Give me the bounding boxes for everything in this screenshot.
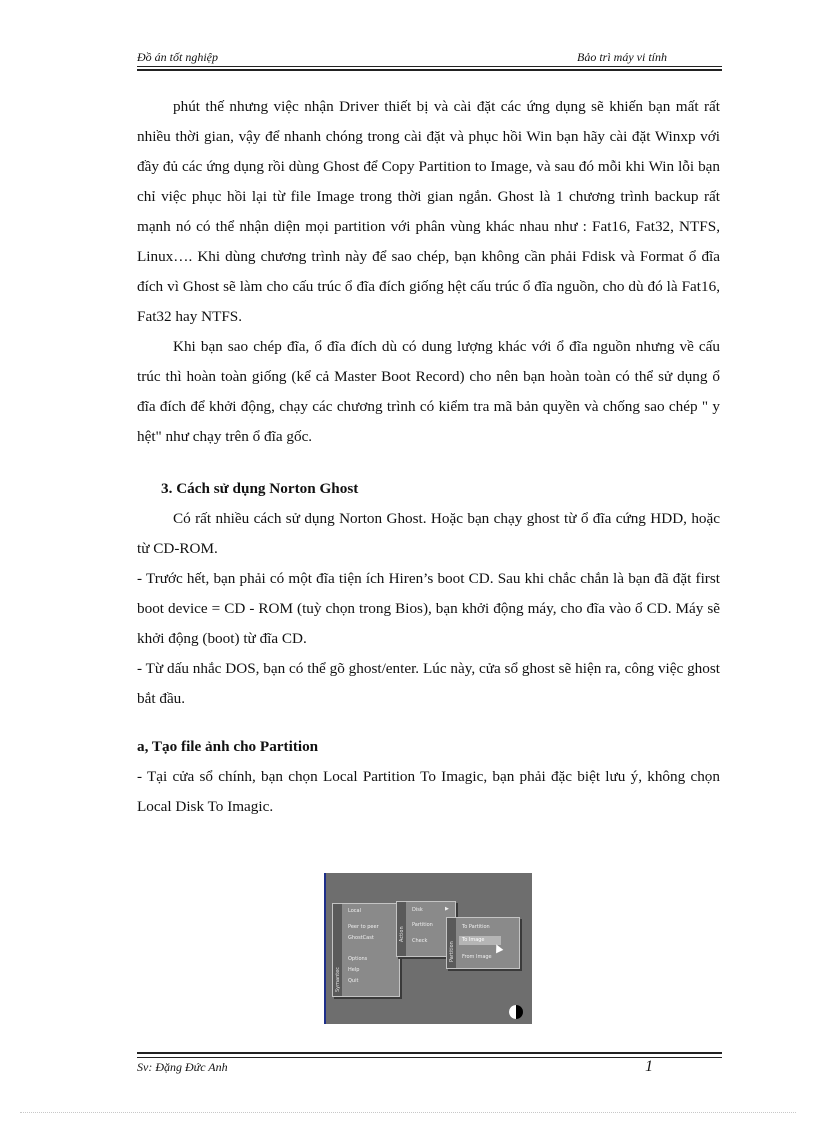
- paragraph-5: - Từ dấu nhắc DOS, bạn có thể gõ ghost/enter. Lúc này, cửa sổ ghost sẽ hiện ra, công việc ghost bắt đầu.: [137, 660, 720, 707]
- ghost-menu-screenshot: [324, 873, 532, 1024]
- paragraph-1: phút thế nhưng việc nhận Driver thiết bị và cài đặt các ứng dụng sẽ khiến bạn mất rất nhiều thời gian, vậy để nhanh chóng trong cài đặt và phục hồi Win bạn hãy cài đặt Winxp với đầy đủ các ứng dụng rồi dùng Ghost để Copy Partition to Image, và sau đó mỗi khi Win lỗi bạn chỉ việc phục hồi lại từ file Image trong thời gian ngắn. Ghost là 1 chương trình backup rất mạnh nó có thể nhận diện mọi partition với phân vùng khác nhau như : Fat16, Fat32, NTFS, Linux…. Khi dùng chương trình này để sao chép, bạn không cần phải Fdisk và Format ổ đĩa đích vì Ghost sẽ làm cho cấu trúc ổ đĩa đích giống hệt cấu trúc ổ đĩa nguồn, cho dù đó là Fat16, Fat32 hay NTFS.: [137, 98, 720, 325]
- menu-item-ghostcast[interactable]: GhostCast: [348, 935, 374, 941]
- page-number: 1: [645, 1058, 653, 1075]
- ghost-partition-submenu: [446, 917, 520, 969]
- ghost-main-menu: [332, 903, 400, 997]
- menu-side-label: Symantec: [335, 966, 341, 992]
- subsection-heading-a: a, Tạo file ảnh cho Partition: [137, 738, 319, 755]
- submenu-side-label: Action: [399, 926, 405, 942]
- menu-item-quit[interactable]: Quit: [348, 978, 359, 984]
- menu-item-peer-to-peer[interactable]: Peer to peer: [348, 924, 379, 930]
- partition-item-from-image[interactable]: From Image: [462, 954, 492, 960]
- header-left: Đồ án tốt nghiệp: [137, 50, 218, 64]
- page-header: [137, 48, 722, 68]
- paragraph-6: - Tại cửa sổ chính, bạn chọn Local Partition To Imagic, bạn phải đặc biệt lưu ý, không chọn Local Disk To Imagic.: [137, 768, 720, 815]
- paragraph-4: - Trước hết, bạn phải có một đĩa tiện ích Hiren’s boot CD. Sau khi chắc chắn là bạn đã đặt first boot device = CD - ROM (tuỳ chọn trong Bios), bạn khởi động máy, cho đĩa vào ổ CD. Máy sẽ khởi động (boot) từ đĩa CD.: [137, 570, 720, 647]
- header-rule-thick: [137, 69, 722, 71]
- header-rule-thin: [137, 66, 722, 67]
- paragraph-2: Khi bạn sao chép đĩa, ổ đĩa đích dù có dung lượng khác với ổ đĩa nguồn nhưng về cấu trúc thì hoàn toàn giống (kể cả Master Boot Record) cho nên bạn hoàn toàn có thể sử dụng ổ đĩa đích để khởi động, chạy các chương trình có kiểm tra mã bản quyền và chống sao chép " y hệt" như chạy trên ổ đĩa gốc.: [137, 338, 720, 445]
- partition-item-to-image[interactable]: To Image: [462, 937, 485, 943]
- partition-side-label: Partition: [449, 941, 455, 962]
- footer-rule-thin: [137, 1057, 722, 1058]
- menu-item-help[interactable]: Help: [348, 967, 360, 973]
- page-bottom-dotted-line: [20, 1112, 796, 1113]
- header-right: Bảo trì máy vi tính: [577, 50, 667, 64]
- document-body: [137, 92, 720, 822]
- submenu-item-partition[interactable]: Partition: [412, 922, 433, 928]
- partition-item-to-partition[interactable]: To Partition: [462, 924, 490, 930]
- footer-author: Sv: Đặng Đức Anh: [137, 1060, 228, 1074]
- ghost-logo-icon: [509, 1005, 523, 1019]
- section-heading-3: 3. Cách sử dụng Norton Ghost: [161, 480, 359, 497]
- submenu-arrow-icon: ▶: [445, 906, 449, 912]
- menu-item-options[interactable]: Options: [348, 956, 368, 962]
- submenu-item-check[interactable]: Check: [412, 938, 428, 944]
- submenu-item-disk[interactable]: Disk: [412, 907, 423, 913]
- paragraph-3: Có rất nhiều cách sử dụng Norton Ghost. Hoặc bạn chạy ghost từ ổ đĩa cứng HDD, hoặc từ CD-ROM.: [137, 510, 720, 557]
- footer-rule-thick: [137, 1052, 722, 1054]
- menu-item-local[interactable]: Local: [348, 908, 361, 914]
